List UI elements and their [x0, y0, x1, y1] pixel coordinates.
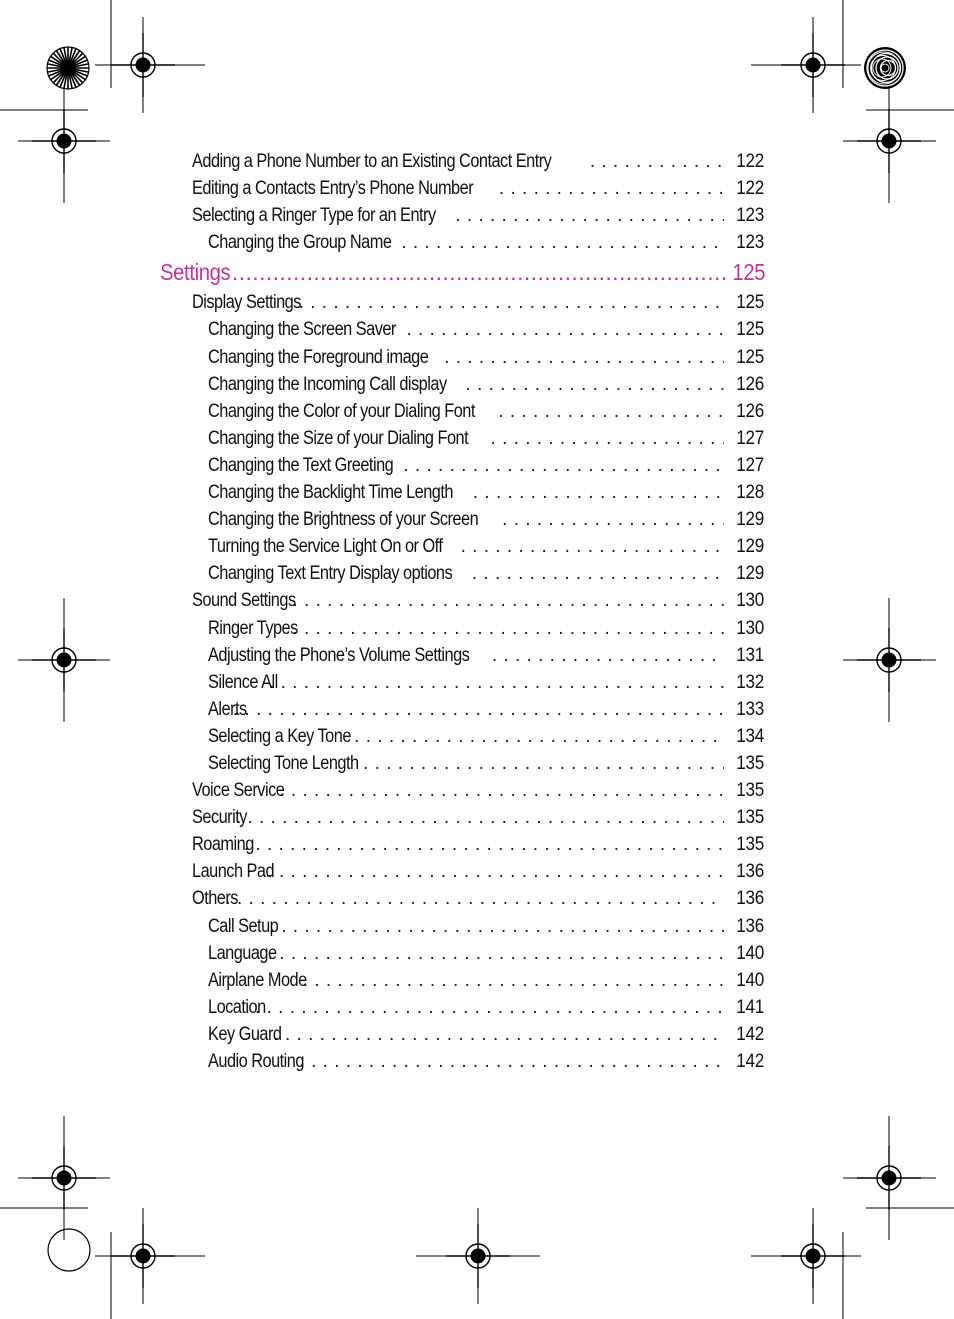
toc-entry[interactable] [160, 289, 764, 316]
toc-entry[interactable] [160, 202, 764, 229]
toc-entry[interactable] [160, 940, 764, 967]
toc-entry[interactable] [160, 750, 764, 777]
toc-entry-page-number: 134 [736, 725, 764, 747]
toc-entry[interactable] [160, 858, 764, 885]
dot-leader [270, 913, 724, 940]
toc-entry[interactable] [160, 669, 764, 696]
toc-entry-title: Security [192, 807, 247, 829]
toc-entry-title: Changing the Color of your Dialing Font [208, 400, 475, 422]
dot-leader [279, 777, 724, 804]
toc-entry-page-number: 136 [736, 888, 764, 910]
dot-leader [292, 587, 724, 614]
dot-leader [455, 202, 724, 229]
toc-entry-title: Turning the Service Light On or Off [208, 536, 443, 558]
toc-entry[interactable] [160, 1048, 764, 1075]
dot-leader [225, 885, 724, 912]
dot-leader [473, 479, 724, 506]
toc-entry-page-number: 135 [736, 780, 764, 802]
toc-entry-title: Changing the Backlight Time Length [208, 482, 453, 504]
dot-leader [267, 858, 724, 885]
dot-leader [292, 615, 724, 642]
toc-entry[interactable] [160, 723, 764, 750]
toc-entry-title: Others [192, 888, 238, 910]
toc-entry-title: Location [208, 996, 266, 1018]
toc-entry-title: Adjusting the Phone’s Volume Settings [208, 644, 470, 666]
toc-entry-title: Key Guard [208, 1023, 282, 1045]
toc-entry-title: Launch Pad [192, 861, 275, 883]
toc-entry-title: Selecting a Ringer Type for an Entry [192, 205, 436, 227]
toc-entry-title: Language [208, 942, 277, 964]
toc-entry-page-number: 130 [736, 617, 764, 639]
dot-leader [403, 452, 724, 479]
toc-entry-page-number: 130 [736, 590, 764, 612]
toc-entry[interactable] [160, 175, 764, 202]
toc-entry-page-number: 141 [736, 996, 764, 1018]
toc-entry-page-number: 123 [736, 205, 764, 227]
toc-entry-title: Airplane Mode [208, 969, 307, 991]
dot-leader [465, 371, 724, 398]
toc-entry[interactable] [160, 885, 764, 912]
toc-entry-page-number: 133 [736, 698, 764, 720]
dot-leader [491, 425, 724, 452]
toc-entry-title: Changing the Size of your Dialing Font [208, 427, 469, 449]
toc-entry-page-number: 125 [736, 292, 764, 314]
toc-entry-page-number: 128 [736, 482, 764, 504]
toc-entry-page-number: 129 [736, 563, 764, 585]
toc-entry[interactable] [160, 913, 764, 940]
toc-entry-title: Silence All [208, 671, 278, 693]
toc-entry-page-number: 125 [732, 259, 766, 286]
dot-leader [300, 1048, 724, 1075]
toc-entry[interactable] [160, 560, 764, 587]
dot-leader [303, 967, 724, 994]
toc-entry-page-number: 127 [736, 454, 764, 476]
toc-entry-page-number: 135 [736, 807, 764, 829]
dot-leader [444, 344, 724, 371]
toc-entry-title: Alerts [208, 698, 247, 720]
toc-entry[interactable] [160, 642, 764, 669]
toc-entry-title: Selecting a Key Tone [208, 725, 351, 747]
toc-entry[interactable] [160, 398, 764, 425]
toc-entry[interactable] [160, 229, 764, 256]
toc-entry-title: Changing the Screen Saver [208, 319, 396, 341]
toc-entry-title: Display Settings [192, 292, 301, 314]
dot-leader [502, 506, 724, 533]
toc-entry-page-number: 125 [736, 346, 764, 368]
toc-entry[interactable] [160, 148, 764, 175]
toc-entry[interactable] [160, 479, 764, 506]
dot-leader [354, 723, 724, 750]
toc-entry-title: Voice Service [192, 780, 285, 802]
toc-entry-title: Adding a Phone Number to an Existing Contact Entry [192, 151, 552, 172]
toc-entry-title: Settings [160, 259, 231, 286]
toc-entry[interactable] [160, 533, 764, 560]
toc-entry[interactable] [160, 344, 764, 371]
dot-leader [472, 560, 724, 587]
toc-entry-page-number: 135 [736, 752, 764, 774]
toc-entry[interactable] [160, 587, 764, 614]
toc-entry-page-number: 132 [736, 671, 764, 693]
toc-entry-title: Editing a Contacts Entry’s Phone Number [192, 178, 474, 200]
toc-entry-title: Ringer Types [208, 617, 298, 639]
dot-leader [492, 642, 724, 669]
dot-leader [255, 994, 724, 1021]
dot-leader [498, 398, 724, 425]
toc-entry-page-number: 125 [736, 319, 764, 341]
toc-entry-title: Changing Text Entry Display options [208, 563, 453, 585]
dot-leader [401, 229, 724, 256]
dot-leader [268, 940, 724, 967]
dot-leader [244, 831, 724, 858]
toc-entry-title: Changing the Foreground image [208, 346, 429, 368]
toc-entry[interactable] [160, 967, 764, 994]
toc-entry-page-number: 140 [736, 969, 764, 991]
dot-leader [269, 669, 724, 696]
toc-entry-page-number: 140 [736, 942, 764, 964]
table-of-contents [160, 148, 764, 1075]
dot-leader [461, 533, 724, 560]
toc-entry[interactable] [160, 371, 764, 398]
dot-leader [232, 256, 728, 289]
toc-entry[interactable] [160, 452, 764, 479]
toc-entry-title: Changing the Incoming Call display [208, 373, 447, 395]
dot-leader [499, 175, 724, 202]
toc-entry[interactable] [160, 804, 764, 831]
toc-entry[interactable] [160, 506, 764, 533]
toc-entry-page-number: 122 [736, 178, 764, 200]
toc-entry-title: Changing the Brightness of your Screen [208, 509, 479, 531]
dot-leader [299, 289, 724, 316]
toc-entry-title: Selecting Tone Length [208, 752, 359, 774]
toc-entry[interactable] [160, 1021, 764, 1048]
toc-entry-page-number: 127 [736, 427, 764, 449]
toc-entry-page-number: 131 [736, 644, 764, 666]
dot-leader [590, 148, 724, 175]
toc-entry-page-number: 136 [736, 915, 764, 937]
toc-entry[interactable] [160, 777, 764, 804]
toc-entry-title: Sound Settings [192, 590, 296, 612]
toc-entry[interactable] [160, 316, 764, 343]
toc-entry-page-number: 135 [736, 834, 764, 856]
dot-leader [273, 1021, 724, 1048]
toc-entry[interactable] [160, 994, 764, 1021]
toc-entry-page-number: 123 [736, 232, 764, 254]
toc-entry-title: Changing the Group Name [208, 232, 392, 254]
toc-entry-title: Audio Routing [208, 1051, 304, 1072]
toc-entry-title: Changing the Text Greeting [208, 454, 394, 476]
toc-entry-page-number: 122 [736, 151, 764, 172]
toc-entry-page-number: 126 [736, 373, 764, 395]
toc-entry[interactable] [160, 615, 764, 642]
toc-entry-title: Roaming [192, 834, 254, 856]
dot-leader [233, 696, 724, 723]
toc-entry-page-number: 129 [736, 536, 764, 558]
toc-entry[interactable] [160, 831, 764, 858]
toc-section-heading[interactable] [160, 256, 764, 289]
toc-entry[interactable] [160, 696, 764, 723]
toc-entry-title: Call Setup [208, 915, 279, 937]
toc-entry-page-number: 126 [736, 400, 764, 422]
toc-entry-page-number: 142 [736, 1051, 764, 1072]
toc-entry-page-number: 136 [736, 861, 764, 883]
toc-entry-page-number: 129 [736, 509, 764, 531]
toc-entry-page-number: 142 [736, 1023, 764, 1045]
dot-leader [363, 750, 724, 777]
dot-leader [406, 316, 724, 343]
toc-entry[interactable] [160, 425, 764, 452]
dot-leader [236, 804, 724, 831]
